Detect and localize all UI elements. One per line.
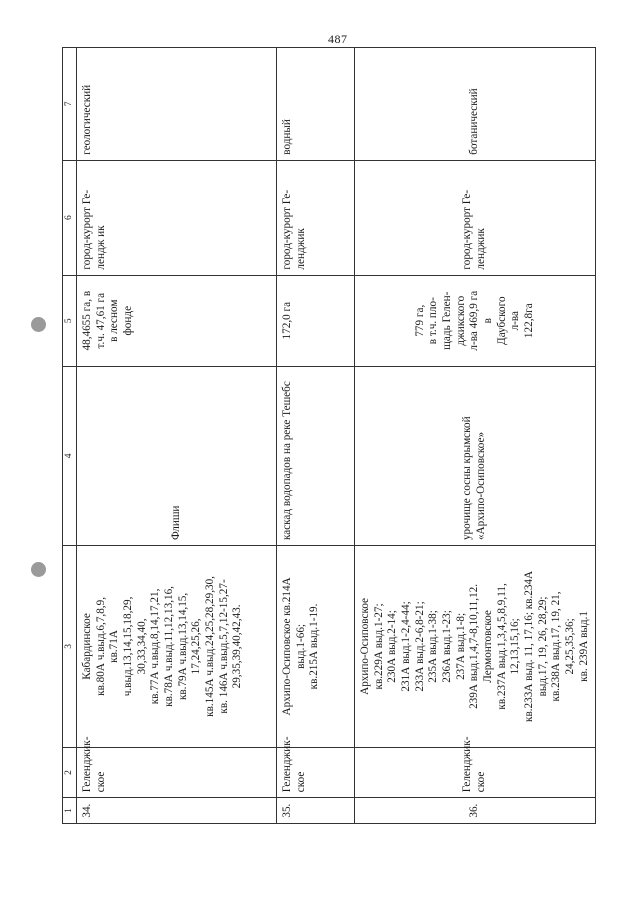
- area-line: в т.ч. пло-: [427, 297, 440, 345]
- column-header: 2: [63, 747, 77, 797]
- location-line: кв.80А ч.выд.6,7,8,9,: [94, 597, 107, 696]
- municipality-cell: Геленджик-ское: [355, 747, 596, 797]
- binder-hole: [31, 317, 46, 332]
- row-number: 34.: [77, 798, 277, 824]
- area-line: в: [481, 318, 494, 324]
- location-line: кв.78А ч.выд.11,12,13,16,: [162, 586, 175, 707]
- binder-hole: [31, 562, 46, 577]
- area-line: т.ч. 47,61 га: [94, 292, 107, 349]
- profile-cell: геологический: [77, 48, 277, 161]
- table-row: [355, 48, 596, 824]
- location-line: кв.77А ч.выд.8,14,17,21,: [149, 588, 162, 705]
- column-header: 5: [63, 275, 77, 366]
- location-line: Лермонтовское: [481, 610, 494, 683]
- location-line: кв. 239А выд.1: [577, 611, 590, 682]
- name-cell: урочище сосны крымской «Архипо-Осиповское»: [355, 366, 596, 545]
- location-line: 237А выд.1-8;: [454, 612, 467, 680]
- location-line: кв.233А выд. 11, 17,16; кв.234А: [522, 570, 535, 722]
- profile-cell: водный: [277, 48, 355, 161]
- location-line: кв.238А выд.17, 19, 21,: [550, 591, 563, 702]
- owner-cell: город-курорт Ге-ленджик: [355, 160, 596, 275]
- area-line: л-ва: [509, 310, 522, 331]
- location-line: ч.выд.13,14,15,18,29,: [121, 596, 134, 697]
- owner-cell: город-курорт Ге-ленджик: [277, 160, 355, 275]
- location-line: выд.17, 19, 26, 28,29;: [536, 596, 549, 697]
- area-line: л-ва 469,9 га: [468, 290, 481, 351]
- municipality-cell: Геленджик-ское: [77, 747, 277, 797]
- location-line: кв.71А: [108, 630, 121, 663]
- location-line: 230А выд.2-14;: [386, 610, 399, 683]
- table-row: [277, 48, 355, 824]
- location-line: 29,35,39,40,42,43.: [231, 604, 244, 689]
- column-header: 1: [63, 798, 77, 824]
- location-line: 235А выд.1-38;: [427, 610, 440, 683]
- area-line: щадь Гелен-: [440, 291, 453, 350]
- profile-cell: ботанический: [355, 48, 596, 161]
- table-row: [77, 48, 277, 824]
- row-number: 35.: [277, 798, 355, 824]
- municipality-cell: Геленджик-ское: [277, 747, 355, 797]
- area-line: 779 га,: [413, 304, 426, 337]
- location-line: кв.215А выд.1-19.: [308, 603, 321, 690]
- column-header: 6: [63, 160, 77, 275]
- area-line: джикского: [454, 295, 467, 346]
- location-cell: [277, 546, 355, 748]
- protected-areas-table: [62, 47, 596, 824]
- location-line: Кабардинское: [81, 613, 93, 680]
- column-header: 3: [63, 546, 77, 748]
- location-line: 30,33,34,40,: [135, 618, 148, 675]
- name-cell: каскад водопадов на реке Тешебс: [277, 366, 355, 545]
- location-line: 12,13,15,16;: [509, 618, 522, 675]
- owner-cell: город-курорт Ге-лендж ик: [77, 160, 277, 275]
- location-cell: [355, 546, 596, 748]
- location-cell: [77, 546, 277, 748]
- name-cell: Флиши: [77, 366, 277, 545]
- location-line: кв.229А выд.1-27;: [372, 603, 385, 690]
- location-line: кв.237А выд.1,3,4,5,8,9,11,: [495, 583, 508, 710]
- area-cell: [355, 275, 596, 366]
- area-cell: [277, 275, 355, 366]
- location-line: 233А выд.2-6,8-21;: [413, 601, 426, 692]
- location-line: кв.79А ч.выд.13,14,15,: [176, 592, 189, 701]
- location-line: кв. 146А ч.выд.5,7,12-15,27-: [217, 579, 230, 714]
- area-line: 48,4655 га, в: [81, 290, 93, 351]
- location-line: кв.145А ч.выд.24,25,28,29,30,: [203, 576, 216, 717]
- location-line: 17,24,25,26,: [190, 618, 203, 675]
- area-line: Даубского: [495, 296, 508, 345]
- location-line: Архипо-Осиповское кв.214А: [281, 577, 293, 716]
- location-line: 24,25,35,36;: [563, 618, 576, 675]
- row-number: 36.: [355, 798, 596, 824]
- location-line: 239А выд.1,4,7-8,10,11,12.: [468, 583, 481, 709]
- area-line: 122,8га: [522, 303, 535, 339]
- rotated-table-frame: [62, 47, 590, 824]
- column-header: 7: [63, 48, 77, 161]
- location-line: 236А выд.1-23;: [440, 610, 453, 683]
- header-row: [63, 48, 77, 824]
- location-line: 231А выд.1-2,4-44;: [399, 601, 412, 692]
- location-line: выд.1-66;: [294, 623, 307, 669]
- area-line: фонде: [121, 305, 134, 336]
- page-number: 487: [328, 32, 348, 46]
- column-header: 4: [63, 366, 77, 545]
- area-line: в лесном: [108, 299, 121, 342]
- area-line: 172,0 га: [281, 301, 293, 340]
- area-cell: [77, 275, 277, 366]
- location-line: Архипо-Осиповское: [359, 597, 371, 695]
